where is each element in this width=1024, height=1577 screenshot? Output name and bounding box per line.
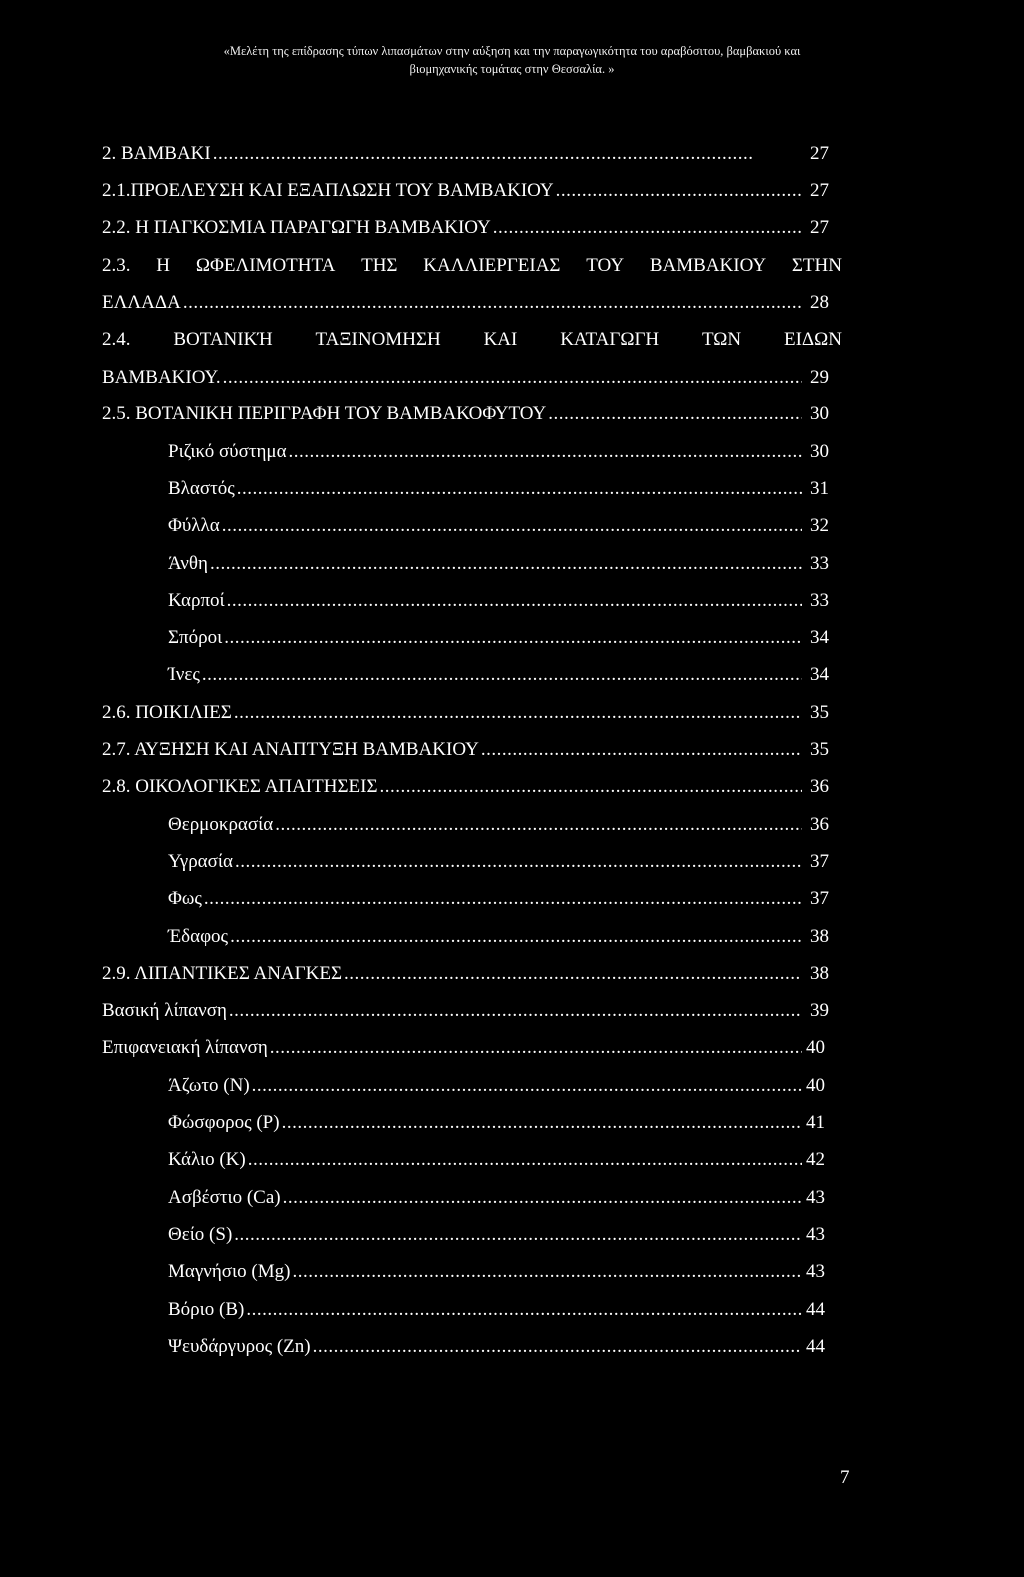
toc-entry-page: 40 [806,1037,825,1058]
dot-leader [380,773,802,801]
running-header-line-2: βιομηχανικής τομάτας στην Θεσσαλία. » [409,62,615,76]
toc-entry-label: Υγρασία [168,851,233,872]
toc-word: ΒΑΜΒΑΚΙΟΥ [649,255,767,276]
toc-word: ΤΑΞΙΝΟΜΗΣΗ [315,329,441,350]
dot-leader [481,736,802,764]
toc-entry-page: 38 [810,926,829,947]
dot-leader [202,661,802,689]
toc-entry-karpoi[interactable] [168,587,802,615]
dot-leader [289,438,802,466]
toc-entry-vorio[interactable] [168,1296,802,1324]
toc-entry-label: Βλαστός [168,478,235,499]
dot-leader [252,1072,802,1100]
toc-entry-label: 2.6. ΠΟΙΚΙΛΙΕΣ [102,702,232,723]
running-header-line-1: «Μελέτη της επίδρασης τύπων λιπασμάτων στην αύξηση και την παραγωγικότητα του αραβόσιτου, βαμβακιού και [223,44,801,58]
toc-entry-label: 2.9. ΛΙΠΑΝΤΙΚΕΣ ΑΝΑΓΚΕΣ [102,963,343,984]
toc-word: ΤΩΝ [702,329,742,350]
toc-entry-label: Επιφανειακή λίπανση [102,1037,268,1058]
dot-leader [183,289,802,317]
dot-leader [234,699,802,727]
toc-entry-label: 2.8. ΟΙΚΟΛΟΓΙΚΕΣ ΑΠΑΙΤΗΣΕΙΣ [102,776,378,797]
toc-word: ΤΗΣ [361,255,398,276]
toc-word: Η [156,255,171,276]
toc-entry-label: Άνθη [168,553,208,574]
dot-leader [283,1184,802,1212]
toc-word: ΒΟΤΑΝΙΚΉ [173,329,273,350]
toc-entry-label: Θερμοκρασία [168,814,274,835]
toc-entry-page: 34 [810,664,829,685]
toc-entry-bambaki[interactable] [102,140,752,168]
toc-entry-page: 31 [810,478,829,499]
dot-leader [227,587,802,615]
toc-entry-label: Έδαφος [168,926,229,947]
dot-leader [213,140,752,168]
toc-entry-label: Κάλιο (K) [168,1149,246,1170]
toc-entry-label: Σπόροι [168,627,223,648]
toc-entry-label: Μαγνήσιο (Mg) [168,1261,291,1282]
toc-entry-theio[interactable] [168,1221,802,1249]
toc-entry-kalio[interactable] [168,1146,802,1174]
toc-entry-fosforos[interactable] [168,1109,802,1137]
toc-entry-label: Άζωτο (N) [168,1075,250,1096]
toc-entry-page: 43 [806,1261,825,1282]
toc-entry-fylla[interactable] [168,512,802,540]
toc-entry-thermokrasia[interactable] [168,811,802,839]
toc-entry-label: Φώσφορος (P) [168,1112,280,1133]
toc-entry-page: 40 [806,1075,825,1096]
toc-entry-page: 35 [810,702,829,723]
toc-word: ΤΟΥ [586,255,625,276]
toc-entry-label: Βασική λίπανση [102,1000,227,1021]
toc-entry-page: 27 [810,143,829,164]
dot-leader [210,550,802,578]
toc-entry-page: 41 [806,1112,825,1133]
toc-entry-page: 44 [806,1336,825,1357]
dot-leader [237,475,802,503]
dot-leader [344,960,802,988]
toc-entry-fos[interactable] [168,885,802,913]
toc-entry-page: 27 [810,217,829,238]
toc-entry-page: 29 [810,367,829,388]
toc-entry-botaniki-taxinomisi[interactable] [102,326,842,354]
toc-entry-oikologikes-apaitiseis[interactable] [102,773,802,801]
toc-entry-label: 2.1.ΠΡΟΕΛΕΥΣΗ ΚΑΙ ΕΞΑΠΛΩΣΗ ΤΟΥ ΒΑΜΒΑΚΙΟΥ [102,180,554,201]
dot-leader [235,848,802,876]
toc-entry-pseudargyros[interactable] [168,1333,802,1361]
dot-leader [204,885,802,913]
dot-leader [234,1221,802,1249]
toc-entry-page: 43 [806,1187,825,1208]
toc-entry-label: Φως [168,888,202,909]
toc-entry-label: Θείο (S) [168,1224,233,1245]
toc-word: ΣΤΗΝ [791,255,842,276]
toc-word: 2.3. [102,255,131,276]
toc-entry-anthi[interactable] [168,550,802,578]
dot-leader [493,214,802,242]
dot-leader [230,923,802,951]
toc-entry-page: 28 [810,292,829,313]
toc-entry-page: 44 [806,1299,825,1320]
toc-entry-page: 36 [810,814,829,835]
toc-entry-page: 30 [810,403,829,424]
dot-leader [270,1034,802,1062]
toc-word: 2.4. [102,329,131,350]
dot-leader [248,1146,802,1174]
toc-entry-label: 2. ΒΑΜΒΑΚΙ [102,143,211,164]
toc-entry-page: 39 [810,1000,829,1021]
toc-word: ΚΑΛΛΙΕΡΓΕΙΑΣ [423,255,561,276]
toc-entry-page: 33 [810,553,829,574]
toc-entry-page: 37 [810,851,829,872]
toc-word: ΚΑΤΑΓΩΓΗ [560,329,660,350]
page-number: 7 [840,1467,850,1488]
dot-leader [292,1258,802,1286]
running-header [0,42,1024,78]
toc-entry-ygrasia[interactable] [168,848,802,876]
toc-entry-page: 30 [810,441,829,462]
toc-entry-sporoi[interactable] [168,624,802,652]
toc-entry-ines[interactable] [168,661,802,689]
toc-word: ΚΑΙ [483,329,518,350]
toc-entry-label: ΒΑΜΒΑΚΙΟΥ. [102,367,221,388]
toc-word: ΩΦΕΛΙΜΟΤΗΤΑ [195,255,336,276]
toc-entry-riziko-systima[interactable] [168,438,802,466]
toc-entry-label: 2.2. Η ΠΑΓΚΟΣΜΙΑ ΠΑΡΑΓΩΓΗ ΒΑΜΒΑΚΙΟΥ [102,217,491,238]
toc-entry-page: 34 [810,627,829,648]
toc-entry-page: 36 [810,776,829,797]
dot-leader [313,1333,802,1361]
toc-entry-basiki-lipansi[interactable] [102,997,802,1025]
toc-entry-label: Ασβέστιο (Ca) [168,1187,281,1208]
toc-entry-page: 32 [810,515,829,536]
toc-entry-magnisio[interactable] [168,1258,802,1286]
toc-entry-page: 35 [810,739,829,760]
toc-entry-ofelimotita-cont[interactable] [102,289,802,317]
toc-entry-label: Βόριο (B) [168,1299,245,1320]
dot-leader [246,1296,802,1324]
dot-leader [229,997,802,1025]
dot-leader [275,811,802,839]
toc-entry-poikilies[interactable] [102,699,802,727]
toc-entry-label: Ριζικό σύστημα [168,441,287,462]
toc-entry-pagkosmia-paragogi[interactable] [102,214,802,242]
toc-entry-page: 42 [806,1149,825,1170]
toc-entry-botaniki-taxinomisi-cont[interactable] [102,364,802,392]
toc-entry-lipantikes-anagkes[interactable] [102,960,802,988]
toc-entry-label: 2.5. ΒΟΤΑΝΙΚΗ ΠΕΡΙΓΡΑΦΗ ΤΟΥ ΒΑΜΒΑΚΟΦΥΤΟΥ [102,403,547,424]
toc-entry-azoto[interactable] [168,1072,802,1100]
dot-leader [223,364,802,392]
toc-entry-page: 37 [810,888,829,909]
toc-entry-label: ΕΛΛΑΔΑ [102,292,181,313]
dot-leader [556,177,802,205]
dot-leader [222,512,802,540]
toc-entry-blastos[interactable] [168,475,802,503]
toc-entry-label: 2.7. ΑΥΞΗΣΗ ΚΑΙ ΑΝΑΠΤΥΞΗ ΒΑΜΒΑΚΙΟΥ [102,739,479,760]
toc-entry-label: Φύλλα [168,515,220,536]
toc-entry-epifaneiaki-lipansi[interactable] [102,1034,802,1062]
toc-entry-label: Ψευδάργυρος (Zn) [168,1336,311,1357]
dot-leader [548,400,802,428]
toc-entry-label: Καρποί [168,590,225,611]
toc-entry-ofelimotita[interactable] [102,252,842,280]
toc-entry-page: 33 [810,590,829,611]
toc-entry-proeleusi[interactable] [102,177,802,205]
toc-entry-page: 38 [810,963,829,984]
toc-entry-auxisi-anaptyxi[interactable] [102,736,802,764]
toc-entry-page: 43 [806,1224,825,1245]
dot-leader [282,1109,802,1137]
toc-entry-edafos[interactable] [168,923,802,951]
toc-entry-label: Ίνες [168,664,200,685]
toc-entry-asvestio[interactable] [168,1184,802,1212]
toc-entry-botaniki-perigrafi[interactable] [102,400,802,428]
dot-leader [224,624,802,652]
toc-entry-page: 27 [810,180,829,201]
toc-word: ΕΙΔΩΝ [783,329,842,350]
